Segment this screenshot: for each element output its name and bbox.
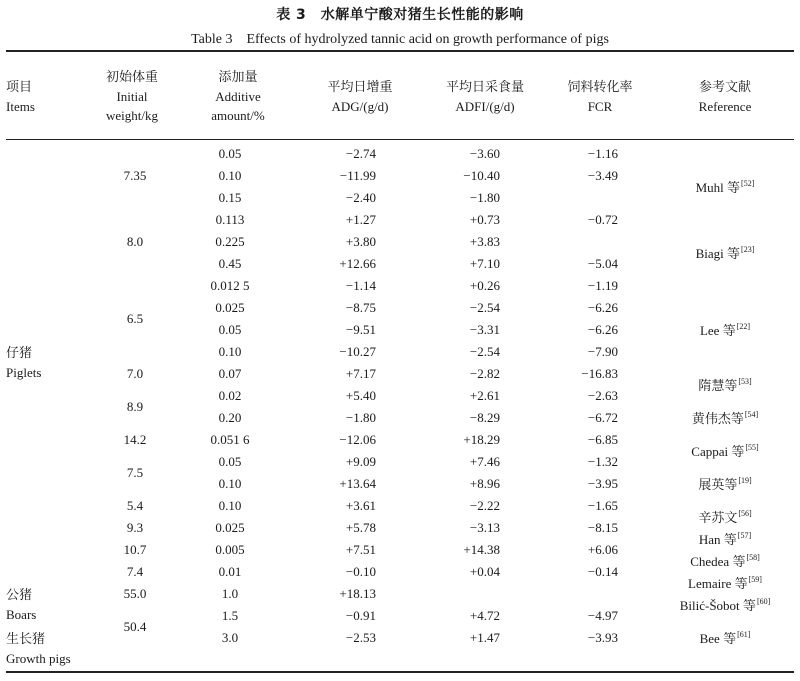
reference-number: [59] (748, 575, 762, 584)
reference-suffix: 等 (723, 632, 737, 647)
cell-fcr: −3.95 (587, 476, 618, 491)
cell-adfi: −3.31 (469, 322, 500, 337)
cell-initial-weight: 7.5 (126, 465, 144, 480)
cell-adfi: +0.04 (469, 564, 500, 579)
cell-adg: +5.40 (345, 388, 376, 403)
cell-initial-weight: 7.0 (126, 366, 144, 381)
cell-initial-weight: 8.9 (126, 399, 144, 414)
cell-adg: +7.17 (345, 366, 376, 381)
cell-additive: 0.10 (218, 476, 242, 491)
cell-fcr: −1.19 (587, 278, 618, 293)
reference-author: Bilić-Šobot (679, 598, 740, 613)
cell-adfi: −2.22 (469, 498, 500, 513)
cell-additive: 0.051 6 (210, 432, 250, 447)
reference-citation (650, 371, 800, 398)
cell-fcr: −0.72 (587, 212, 618, 227)
reference-author: Lee (699, 323, 720, 338)
reference-citation (650, 404, 800, 431)
cell-initial-weight: 10.7 (123, 542, 147, 557)
cell-adfi: +4.72 (469, 608, 500, 623)
cell-adfi (430, 583, 500, 605)
cell-initial-weight: 8.0 (126, 234, 144, 249)
cell-additive: 0.02 (218, 388, 242, 403)
bottom-rule (6, 671, 794, 673)
cell-fcr: −1.65 (587, 498, 618, 513)
cell-fcr: −7.90 (587, 344, 618, 359)
reference-number: [19] (738, 476, 752, 485)
header-adfi: 平均日采食量 ADFI/(g/d) (445, 80, 524, 114)
cell-adfi: +1.47 (469, 630, 500, 645)
cell-fcr: −6.72 (587, 410, 618, 425)
reference-suffix: 辛苏文 (698, 511, 738, 526)
cell-adg: +18.13 (339, 586, 376, 601)
cell-adfi: −8.29 (469, 410, 500, 425)
reference-citation (650, 239, 800, 266)
reference-number: [60] (756, 597, 771, 606)
cell-initial-weight: 7.4 (126, 564, 144, 579)
reference-number: [58] (746, 553, 760, 562)
reference-citation (650, 437, 800, 464)
cell-fcr: −3.93 (587, 630, 618, 645)
header-fcr: 饲料转化率 FCR (567, 80, 633, 114)
cell-additive: 0.225 (215, 234, 245, 249)
reference-citation (650, 591, 800, 618)
cell-additive: 0.10 (218, 344, 242, 359)
reference-number: [56] (738, 509, 752, 518)
cell-fcr (555, 583, 618, 605)
reference-author: Han (698, 532, 721, 547)
table-title-cn: 表 3 水解单宁酸对猪生长性能的影响 (276, 7, 524, 23)
cell-adg: +1.27 (345, 212, 376, 227)
cell-adg: −0.91 (345, 608, 376, 623)
reference-author: Muhl (695, 180, 724, 195)
cell-additive: 0.10 (218, 168, 242, 183)
reference-suffix: 等 (731, 445, 745, 460)
cell-adfi: +18.29 (463, 432, 500, 447)
reference-suffix: 黄伟杰等 (691, 412, 744, 427)
cell-adg: −2.53 (345, 630, 376, 645)
cell-adfi: −3.60 (469, 146, 500, 161)
cell-additive: 3.0 (221, 630, 239, 645)
cell-initial-weight: 5.4 (126, 498, 144, 513)
cell-fcr: −5.04 (587, 256, 618, 271)
cell-adg: −2.74 (345, 146, 376, 161)
header-reference: 参考文献 Reference (698, 80, 752, 114)
cell-additive: 0.01 (218, 564, 242, 579)
reference-number: [53] (738, 377, 752, 386)
cell-additive: 0.07 (218, 366, 242, 381)
cell-fcr: −4.97 (587, 608, 618, 623)
cell-additive: 0.45 (218, 256, 242, 271)
cell-adg: +5.78 (345, 520, 376, 535)
group-label-piglets: 仔猪 Piglets (6, 346, 42, 380)
cell-fcr: −1.16 (587, 146, 618, 161)
cell-additive: 0.05 (218, 454, 242, 469)
reference-author: Cappai (691, 444, 729, 459)
cell-additive: 0.10 (218, 498, 242, 513)
cell-additive: 1.0 (221, 586, 239, 601)
cell-fcr: −0.14 (587, 564, 618, 579)
cell-additive: 0.012 5 (210, 278, 250, 293)
reference-number: [55] (745, 443, 759, 452)
cell-adfi: −1.80 (469, 190, 500, 205)
cell-adg: −1.80 (345, 410, 376, 425)
cell-initial-weight: 6.5 (126, 311, 144, 326)
reference-number: [61] (737, 630, 751, 639)
cell-adg: +13.64 (339, 476, 376, 491)
reference-citation (650, 624, 800, 651)
cell-additive: 0.15 (218, 190, 242, 205)
header-adg: 平均日增重 ADG/(g/d) (327, 80, 393, 114)
reference-number: [54] (744, 410, 759, 419)
reference-author: Lemaire (688, 576, 732, 591)
reference-number: [23] (741, 245, 755, 254)
reference-author: Bee (699, 631, 720, 646)
reference-author: Chedea (690, 554, 730, 569)
reference-citation (650, 470, 800, 497)
cell-initial-weight: 9.3 (126, 520, 144, 535)
cell-initial-weight: 14.2 (123, 432, 147, 447)
reference-number: [52] (741, 179, 755, 188)
group-label-growth-pigs: 生长猪 Growth pigs (6, 632, 71, 666)
cell-additive: 0.113 (215, 212, 245, 227)
cell-adg: −0.10 (345, 564, 376, 579)
cell-adg: −11.99 (339, 168, 376, 183)
cell-adfi: +7.10 (469, 256, 500, 271)
cell-adfi: +0.73 (469, 212, 500, 227)
cell-fcr: −1.32 (587, 454, 618, 469)
cell-adg: +3.80 (345, 234, 376, 249)
cell-adfi: −2.82 (469, 366, 500, 381)
cell-adfi: +0.26 (469, 278, 500, 293)
reference-number: [22] (736, 322, 751, 331)
cell-additive: 0.025 (215, 520, 245, 535)
table-title-en: Table 3 Effects of hydrolyzed tannic acid on growth performance of pigs (191, 32, 609, 47)
cell-fcr (555, 231, 618, 253)
reference-number: [57] (737, 531, 752, 540)
reference-suffix: 隋慧等 (698, 379, 738, 394)
cell-adg: −1.14 (345, 278, 376, 293)
cell-adg: +9.09 (345, 454, 376, 469)
header-initial-weight: 初始体重 Initial weight/kg (105, 70, 158, 123)
cell-fcr (555, 187, 618, 209)
cell-additive: 0.20 (218, 410, 242, 425)
group-label-boars: 公猪 Boars (6, 588, 37, 622)
header-rule (6, 139, 794, 140)
cell-additive: 1.5 (221, 608, 239, 623)
reference-suffix: 等 (722, 324, 736, 339)
cell-adg: +12.66 (339, 256, 376, 271)
cell-fcr: −3.49 (587, 168, 618, 183)
header-additive: 添加量 Additive amount/% (211, 70, 265, 123)
cell-additive: 0.05 (218, 146, 242, 161)
cell-initial-weight: 7.35 (123, 168, 147, 183)
cell-adg: −12.06 (339, 432, 376, 447)
cell-adg: −10.27 (339, 344, 376, 359)
cell-fcr: −6.85 (587, 432, 618, 447)
cell-adfi: +3.83 (469, 234, 500, 249)
header-items: 项目 Items (6, 80, 35, 114)
cell-adfi: −10.40 (463, 168, 500, 183)
reference-suffix: 等 (732, 555, 746, 570)
cell-adfi: −3.13 (469, 520, 500, 535)
cell-fcr: +6.06 (587, 542, 618, 557)
cell-adfi: +8.96 (469, 476, 500, 491)
cell-additive: 0.05 (218, 322, 242, 337)
cell-adg: −9.51 (345, 322, 376, 337)
reference-suffix: 等 (723, 533, 737, 548)
cell-adg: +3.61 (345, 498, 376, 513)
cell-adg: −8.75 (345, 300, 376, 315)
cell-adfi: −2.54 (469, 300, 500, 315)
reference-suffix: 等 (734, 577, 748, 592)
cell-fcr: −6.26 (587, 300, 618, 315)
cell-adg: −2.40 (345, 190, 376, 205)
top-rule (6, 50, 794, 52)
cell-adfi: −2.54 (469, 344, 500, 359)
reference-suffix: 等 (742, 599, 756, 614)
reference-suffix: 展英等 (698, 478, 738, 493)
cell-additive: 0.005 (215, 542, 245, 557)
reference-citation (650, 316, 800, 343)
cell-fcr: −6.26 (587, 322, 618, 337)
cell-fcr: −8.15 (587, 520, 618, 535)
reference-suffix: 等 (727, 181, 741, 196)
cell-adfi: +7.46 (469, 454, 500, 469)
cell-fcr: −2.63 (587, 388, 618, 403)
cell-adfi: +14.38 (463, 542, 500, 557)
cell-initial-weight: 55.0 (123, 586, 147, 601)
reference-author: Biagi (695, 246, 724, 261)
reference-suffix: 等 (727, 247, 741, 262)
reference-citation (650, 173, 800, 200)
cell-adg: +7.51 (345, 542, 376, 557)
cell-fcr: −16.83 (581, 366, 618, 381)
cell-initial-weight: 50.4 (123, 619, 147, 634)
cell-additive: 0.025 (215, 300, 245, 315)
cell-adfi: +2.61 (469, 388, 500, 403)
